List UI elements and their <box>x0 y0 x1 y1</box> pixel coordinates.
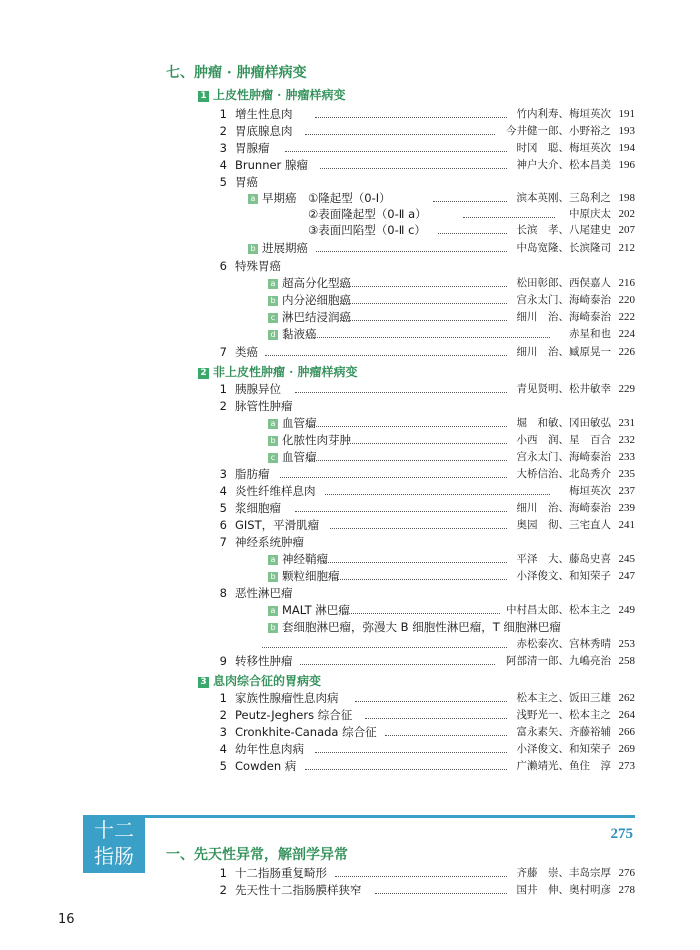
entry-authors: 赤星和也 <box>569 328 611 340</box>
entry-title-text: 化脓性肉芽肿 <box>282 433 351 447</box>
entry-page: 253 <box>618 638 635 650</box>
toc-entry <box>248 551 635 567</box>
entry-authors: 堀 和敏、冈田敏弘 <box>516 417 611 429</box>
page-number: 16 <box>58 912 75 927</box>
early-item-title: ③表面凹陷型（0-Ⅱ c） <box>308 223 426 237</box>
entry-number: 4 <box>219 484 227 498</box>
toc-entry <box>248 432 635 448</box>
chapter-section-title: 一、先天性异常，解剖学异常 <box>166 847 348 863</box>
entry-number: 9 <box>219 654 227 668</box>
entry-title <box>235 534 304 550</box>
entry-authors: 细川 治、臧原晃一 <box>516 346 611 358</box>
early-item-title: ②表面隆起型（0-Ⅱ a） <box>308 207 427 221</box>
entry-authors: 国井 伸、奥村明彦 <box>516 884 611 896</box>
entry-page: 245 <box>618 553 635 565</box>
part-number-box: 3 <box>198 677 209 688</box>
entry-title <box>235 140 270 156</box>
entry-page: 269 <box>618 743 635 755</box>
entry-title <box>235 466 270 482</box>
early-cancer-row <box>248 190 635 206</box>
entry-page: 233 <box>618 451 635 463</box>
entry-number: 3 <box>219 725 227 739</box>
chapter-page: 275 <box>610 826 633 842</box>
toc-entry <box>248 568 635 584</box>
entry-title-text: 神经鞘瘤 <box>282 552 328 566</box>
entry-title <box>235 690 339 706</box>
toc-entry <box>215 741 635 757</box>
part-3-title <box>198 672 321 689</box>
entry-authors: 小泽俊文、和知荣子 <box>516 743 611 755</box>
entry-title-text: 幼年性息肉病 <box>235 742 304 756</box>
entry-authors: 小西 润、星 百合 <box>516 434 611 446</box>
entry-title-text: GIST，平滑肌瘤 <box>235 518 320 532</box>
entry-title <box>235 517 319 533</box>
entry-authors: 竹内利寿、梅垣英次 <box>516 108 611 120</box>
entry-title-text: 血管瘤 <box>282 416 317 430</box>
part-title-text: 上皮性肿瘤 · 肿瘤样病变 <box>213 88 346 102</box>
entry-title-text: 颗粒细胞瘤 <box>282 569 340 583</box>
entry-page: 241 <box>618 519 635 531</box>
entry-number: 7 <box>219 345 227 359</box>
entry-number: 2 <box>219 399 227 413</box>
letter-box: a <box>268 419 278 429</box>
entry-title-text: 恶性淋巴瘤 <box>235 586 293 600</box>
entry-authors: 富永素矢、齐藤裕辅 <box>516 726 611 738</box>
section-title: 七、肿瘤 · 肿瘤样病变 <box>166 65 307 81</box>
entry-authors: 平泽 大、藤岛史喜 <box>516 553 611 565</box>
entry-page: 229 <box>618 383 635 395</box>
entry-authors: 奥园 彻、三宅直人 <box>516 519 611 531</box>
entry-authors: 浅野光一、松本主之 <box>516 709 611 721</box>
toc-entry <box>215 882 635 898</box>
entry-title-text: 脂肪瘤 <box>235 467 270 481</box>
toc-entry <box>248 415 635 431</box>
entry-page: 258 <box>618 655 635 667</box>
entry-title-text: 先天性十二指肠膜样狭窄 <box>235 883 362 897</box>
entry-number: 1 <box>219 382 227 396</box>
entry-authors: 今井健一郎、小野裕之 <box>506 125 611 137</box>
entry-authors: 松田彰郎、西俣嘉人 <box>516 277 611 289</box>
letter-box: a <box>268 279 278 289</box>
entry-number: 4 <box>219 742 227 756</box>
early-item-row <box>248 206 635 222</box>
entry-page: 232 <box>618 434 635 446</box>
entry-page: 207 <box>618 224 635 236</box>
entry-title-text: 家族性腺瘤性息肉病 <box>235 691 339 705</box>
entry-authors: 梅垣英次 <box>569 485 611 497</box>
entry-page: 198 <box>618 192 635 204</box>
entry-title-text: 超高分化型癌 <box>282 276 351 290</box>
entry-page: 237 <box>618 485 635 497</box>
entry-title <box>268 309 351 325</box>
entry-title <box>235 741 304 757</box>
entry-title <box>235 381 281 397</box>
entry-title-text: 黏液癌 <box>282 327 317 341</box>
entry-title <box>235 724 377 740</box>
entry-page: 239 <box>618 502 635 514</box>
toc-entry-continuation <box>262 636 635 652</box>
part-number-box: 1 <box>198 91 209 102</box>
toc-entry <box>215 865 635 881</box>
toc-entry <box>215 500 635 516</box>
entry-title <box>235 123 293 139</box>
toc-entry <box>248 449 635 465</box>
entry-title <box>235 157 308 173</box>
entry-authors: 赤松泰次、宫林秀晴 <box>516 638 611 650</box>
toc-entry <box>215 483 635 499</box>
entry-title-text: 内分泌细胞癌 <box>282 293 351 307</box>
entry-authors: 阿部清一郎、九嶋亮治 <box>506 655 611 667</box>
entry-title-text: 十二指肠重复畸形 <box>235 866 327 880</box>
entry-page: 224 <box>618 328 635 340</box>
part-2-title <box>198 363 358 380</box>
entry-page: 276 <box>618 867 635 879</box>
entry-authors: 齐藤 崇、丰岛宗厚 <box>516 867 611 879</box>
toc-entry <box>215 707 635 723</box>
toc-entry <box>215 690 635 706</box>
entry-number: 5 <box>219 175 227 189</box>
entry-authors: 宫永太门、海崎泰治 <box>516 451 611 463</box>
entry-title <box>268 551 328 567</box>
entry-title <box>235 483 316 499</box>
entry-title <box>268 292 351 308</box>
entry-title-text: 套细胞淋巴瘤，弥漫大 B 细胞性淋巴瘤，T 细胞淋巴瘤 <box>282 620 561 634</box>
toc-entry <box>215 123 635 139</box>
entry-number: 3 <box>219 467 227 481</box>
entry-title <box>268 326 317 342</box>
toc-entry <box>215 174 635 190</box>
entry-authors: 广濑靖光、鱼住 淳 <box>516 760 611 772</box>
entry-title <box>235 106 293 122</box>
part-number-box: 2 <box>198 368 209 379</box>
entry-title-text: 浆细胞瘤 <box>235 501 281 515</box>
entry-title <box>235 653 293 669</box>
entry-title <box>235 758 296 774</box>
entry-title-text: 淋巴结浸润癌 <box>282 310 351 324</box>
entry-authors: 细川 治、海崎泰治 <box>516 502 611 514</box>
toc-entry <box>215 534 635 550</box>
entry-title-text: 脉管性肿瘤 <box>235 399 293 413</box>
entry-title-text: MALT 淋巴瘤 <box>282 603 350 617</box>
entry-authors: 中岛宽隆、长滨隆司 <box>516 242 611 254</box>
toc-entry <box>215 398 635 414</box>
early-cancer-label: 早期癌 <box>262 191 297 205</box>
letter-box: a <box>268 555 278 565</box>
entry-number: 2 <box>219 124 227 138</box>
entry-title <box>268 275 351 291</box>
entry-page: 278 <box>618 884 635 896</box>
chapter-label-line2: 指肠 <box>94 844 134 868</box>
chapter-label-line1: 十二 <box>94 818 134 842</box>
entry-title-text: 血管瘤 <box>282 450 317 464</box>
entry-title-text: 增生性息肉 <box>235 107 293 121</box>
toc-entry <box>215 106 635 122</box>
entry-title: 类癌 <box>235 345 258 359</box>
toc-entry <box>215 517 635 533</box>
letter-box: a <box>268 606 278 616</box>
toc-entry <box>248 619 635 635</box>
letter-box: a <box>248 194 258 204</box>
entry-number: 2 <box>219 708 227 722</box>
carcinoid-row <box>215 344 635 360</box>
entry-page: 222 <box>618 311 635 323</box>
entry-number: 1 <box>219 107 227 121</box>
entry-title <box>235 882 362 898</box>
toc-entry <box>248 602 635 618</box>
entry-title <box>235 174 258 190</box>
entry-title <box>235 500 281 516</box>
entry-title-text: 胃癌 <box>235 175 258 189</box>
entry-page: 193 <box>618 125 635 137</box>
toc-entry <box>215 466 635 482</box>
entry-page: 220 <box>618 294 635 306</box>
entry-title-text: 神经系统肿瘤 <box>235 535 304 549</box>
letter-box: b <box>268 296 278 306</box>
entry-title <box>268 602 350 618</box>
special-cancer-heading <box>215 258 635 274</box>
entry-page: 202 <box>618 208 635 220</box>
part-1-title <box>198 86 346 103</box>
entry-title-text: Cronkhite-Canada 综合征 <box>235 725 377 739</box>
chapter-label-box <box>83 815 145 873</box>
entry-title <box>268 619 561 635</box>
advanced-cancer-row <box>248 240 635 256</box>
early-item-row <box>248 222 635 238</box>
toc-entry <box>248 309 635 325</box>
letter-box: b <box>248 244 258 254</box>
entry-number: 3 <box>219 141 227 155</box>
entry-number: 4 <box>219 158 227 172</box>
entry-page: 212 <box>618 242 635 254</box>
entry-authors: 长滨 孝、八尾建史 <box>516 224 611 236</box>
entry-title: 特殊胃癌 <box>235 259 281 273</box>
part-title-text: 非上皮性肿瘤 · 肿瘤样病变 <box>213 365 358 379</box>
advanced-cancer-label: 进展期癌 <box>262 241 308 255</box>
entry-authors: 细川 治、海崎泰治 <box>516 311 611 323</box>
toc-entry <box>248 275 635 291</box>
toc-entry <box>215 157 635 173</box>
toc-entry <box>215 585 635 601</box>
entry-page: 226 <box>618 346 635 358</box>
toc-entry <box>248 292 635 308</box>
entry-page: 196 <box>618 159 635 171</box>
entry-authors: 中原庆太 <box>569 208 611 220</box>
entry-page: 273 <box>618 760 635 772</box>
toc-entry <box>215 140 635 156</box>
entry-authors: 宫永太门、海崎泰治 <box>516 294 611 306</box>
early-item-title: ①隆起型（0-Ⅰ） <box>308 191 391 205</box>
entry-title <box>235 707 352 723</box>
toc-entry <box>215 758 635 774</box>
entry-number: 5 <box>219 501 227 515</box>
entry-authors: 大桥信治、北岛秀介 <box>516 468 611 480</box>
entry-number: 1 <box>219 866 227 880</box>
entry-page: 194 <box>618 142 635 154</box>
entry-page: 216 <box>618 277 635 289</box>
entry-title-text: Peutz-Jeghers 综合征 <box>235 708 353 722</box>
part-title-text: 息肉综合征的胃病变 <box>213 674 322 688</box>
entry-page: 249 <box>618 604 635 616</box>
entry-authors: 滨本英刚、三岛利之 <box>516 192 611 204</box>
entry-number: 6 <box>219 259 227 273</box>
entry-number: 6 <box>219 518 227 532</box>
letter-box: b <box>268 572 278 582</box>
toc-entry <box>215 381 635 397</box>
entry-title <box>268 449 317 465</box>
entry-title <box>235 585 293 601</box>
entry-number: 2 <box>219 883 227 897</box>
letter-box: d <box>268 330 278 340</box>
toc-entry <box>215 653 635 669</box>
entry-title <box>235 398 293 414</box>
entry-title-text: 胃腺瘤 <box>235 141 270 155</box>
entry-page: 231 <box>618 417 635 429</box>
entry-title-text: 胰腺异位 <box>235 382 281 396</box>
entry-title-text: 胃底腺息肉 <box>235 124 293 138</box>
letter-box: c <box>268 313 278 323</box>
entry-title <box>268 415 317 431</box>
entry-authors: 时冈 聪、梅垣英次 <box>516 142 611 154</box>
entry-title <box>268 432 351 448</box>
toc-entry <box>248 326 635 342</box>
entry-page: 191 <box>618 108 635 120</box>
entry-title-text: Cowden 病 <box>235 759 297 773</box>
toc-entry <box>215 724 635 740</box>
entry-number: 7 <box>219 535 227 549</box>
entry-title-text: 转移性肿瘤 <box>235 654 293 668</box>
entry-title-text: 炎性纤维样息肉 <box>235 484 316 498</box>
entry-authors: 中村昌太郎、松本主之 <box>506 604 611 616</box>
entry-page: 266 <box>618 726 635 738</box>
entry-page: 235 <box>618 468 635 480</box>
entry-page: 262 <box>618 692 635 704</box>
entry-page: 264 <box>618 709 635 721</box>
entry-title <box>235 865 327 881</box>
entry-title-text: Brunner 腺瘤 <box>235 158 308 172</box>
entry-number: 1 <box>219 691 227 705</box>
entry-authors: 神户大介、松本昌美 <box>516 159 611 171</box>
letter-box: c <box>268 453 278 463</box>
entry-number: 8 <box>219 586 227 600</box>
letter-box: b <box>268 436 278 446</box>
letter-box: b <box>268 623 278 633</box>
chapter-divider <box>145 815 635 818</box>
entry-authors: 松本主之、饭田三雄 <box>516 692 611 704</box>
entry-authors: 青见贤明、松井敏幸 <box>516 383 611 395</box>
entry-title <box>268 568 340 584</box>
entry-number: 5 <box>219 759 227 773</box>
entry-authors: 小泽俊文、和知荣子 <box>516 570 611 582</box>
entry-page: 247 <box>618 570 635 582</box>
